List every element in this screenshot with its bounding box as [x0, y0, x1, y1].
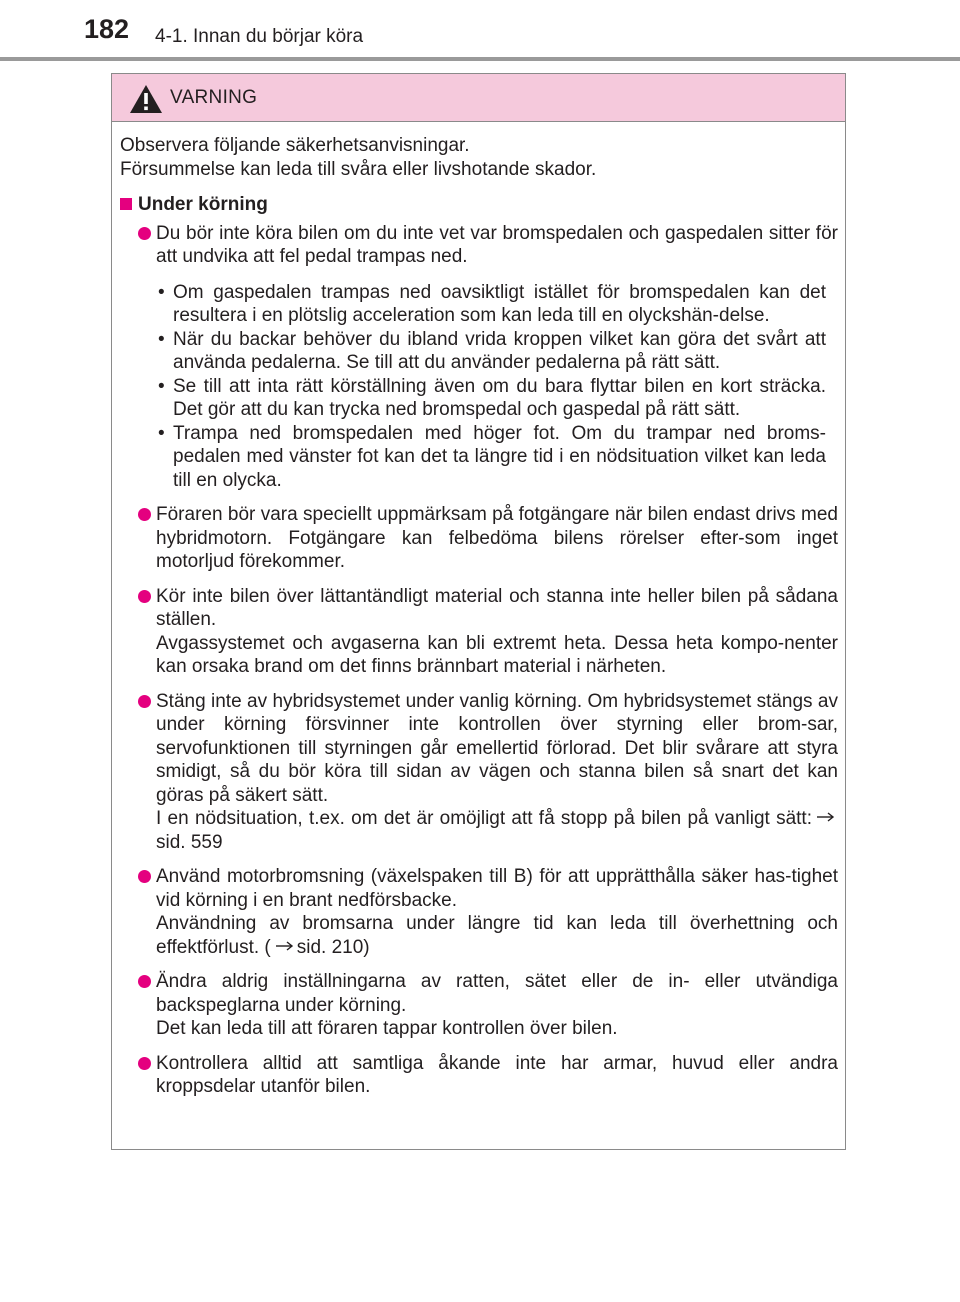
- warning-item: [120, 585, 838, 679]
- sub-item-text: När du backar behöver du ibland vrida kroppen vilket kan göra det svårt att använda pedalerna. Se till att du använder pedalerna på rätt sätt.: [173, 328, 826, 373]
- warning-triangle-icon: [129, 84, 163, 114]
- sub-item-text: Om gaspedalen trampas ned oavsiktligt istället för bromspedalen kan det resultera i en plötslig acceleration som kan leda till en olyckshän-delse.: [173, 281, 826, 326]
- warning-item: [120, 865, 838, 959]
- warning-content: [120, 134, 838, 1099]
- warning-item: [120, 503, 838, 574]
- intro-line: Observera följande säkerhetsanvisningar.: [120, 135, 470, 156]
- warning-box: [111, 73, 846, 1150]
- item-text-with-reference: [156, 807, 838, 854]
- warning-item: [120, 970, 838, 1041]
- bullet-dot-icon: •: [158, 375, 165, 397]
- item-text: Ändra aldrig inställningarna av ratten, sätet eller de in- eller utvändiga backspeglarna under körning.: [156, 971, 838, 1016]
- item-text: Avgassystemet och avgaserna kan bli extremt heta. Dessa heta kompo-nenter kan orsaka brand om det finns brännbart material i närheten.: [156, 632, 838, 677]
- header-rule: [0, 57, 960, 61]
- item-text: Kör inte bilen över lättantändligt material och stanna inte heller bilen på sådana ställen.: [156, 585, 838, 630]
- sub-list-item: [156, 328, 826, 375]
- round-bullet-icon: [138, 590, 151, 603]
- item-text: Föraren bör vara speciellt uppmärksam på fotgängare när bilen endast drivs med hybridmotorn. Fotgängare kan felbedöma bilens rörelser efter-som inget motorljud förekommer.: [156, 504, 838, 572]
- round-bullet-icon: [138, 1057, 151, 1070]
- round-bullet-icon: [138, 508, 151, 521]
- item-text: Använd motorbromsning (växelspaken till B) för att upprätthålla säker has-tighet vid körning i en brant nedförsbacke.: [156, 866, 838, 911]
- arrow-right-icon: [816, 811, 836, 823]
- arrow-right-icon: [275, 940, 295, 952]
- warning-header: [112, 74, 845, 122]
- intro-line: Försummelse kan leda till svåra eller livshotande skador.: [120, 158, 597, 180]
- round-bullet-icon: [138, 975, 151, 988]
- warning-label: VARNING: [170, 87, 258, 108]
- bullet-dot-icon: •: [158, 422, 165, 444]
- sub-list-item: [156, 422, 826, 493]
- sub-list: [120, 281, 838, 493]
- page-header: [0, 0, 960, 62]
- round-bullet-icon: [138, 870, 151, 883]
- section-heading-text: Under körning: [138, 194, 268, 215]
- square-bullet-icon: [120, 198, 132, 210]
- item-text: Kontrollera alltid att samtliga åkande inte har armar, huvud eller andra kroppsdelar utanför bilen.: [156, 1052, 838, 1097]
- round-bullet-icon: [138, 227, 151, 240]
- item-text: Det kan leda till att föraren tappar kontrollen över bilen.: [156, 1018, 618, 1039]
- warning-item: [120, 690, 838, 855]
- round-bullet-icon: [138, 695, 151, 708]
- bullet-dot-icon: •: [158, 281, 165, 303]
- section-heading: [120, 193, 838, 217]
- sub-list-item: [156, 281, 826, 328]
- page-reference-link[interactable]: sid. 210): [296, 936, 370, 958]
- sub-item-text: Trampa ned bromspedalen med höger fot. Om du trampar ned broms-pedalen med vänster fot kan det ta längre tid i en nödsituation vilket kan leda till en olycka.: [173, 422, 826, 491]
- item-text: Användning av bromsarna under längre tid kan leda till överhettning och effektförlust. (: [156, 913, 838, 958]
- warning-item: [120, 222, 838, 269]
- item-text-with-reference: [156, 912, 838, 959]
- sub-item-text: Se till att inta rätt körställning även om du bara flyttar bilen en kort sträcka. Det gör att du kan trycka ned bromspedal och gaspedal på rätt sätt.: [173, 375, 826, 420]
- item-text: Du bör inte köra bilen om du inte vet var bromspedalen och gaspedalen sitter för att undvika att fel pedal trampas ned.: [156, 222, 838, 267]
- bullet-dot-icon: •: [158, 328, 165, 350]
- section-title: 4-1. Innan du börjar köra: [155, 26, 364, 47]
- page-number: 182: [84, 14, 130, 44]
- page-reference-link[interactable]: sid. 559: [156, 831, 223, 853]
- item-text: I en nödsituation, t.ex. om det är omöjligt att få stopp på bilen på vanligt sätt:: [156, 808, 812, 829]
- warning-item: [120, 1052, 838, 1099]
- item-text: Stäng inte av hybridsystemet under vanlig körning. Om hybridsystemet stängs av under körning försvinner inte kontrollen över styrning eller brom-sar, servofunktionen till styrningen går emellertid förlorad. Det blir svårare att styra smidigt, så du bör köra till sidan av vägen och stanna bilen så snart det kan göras på säkert sätt.: [156, 690, 838, 806]
- sub-list-item: [156, 375, 826, 422]
